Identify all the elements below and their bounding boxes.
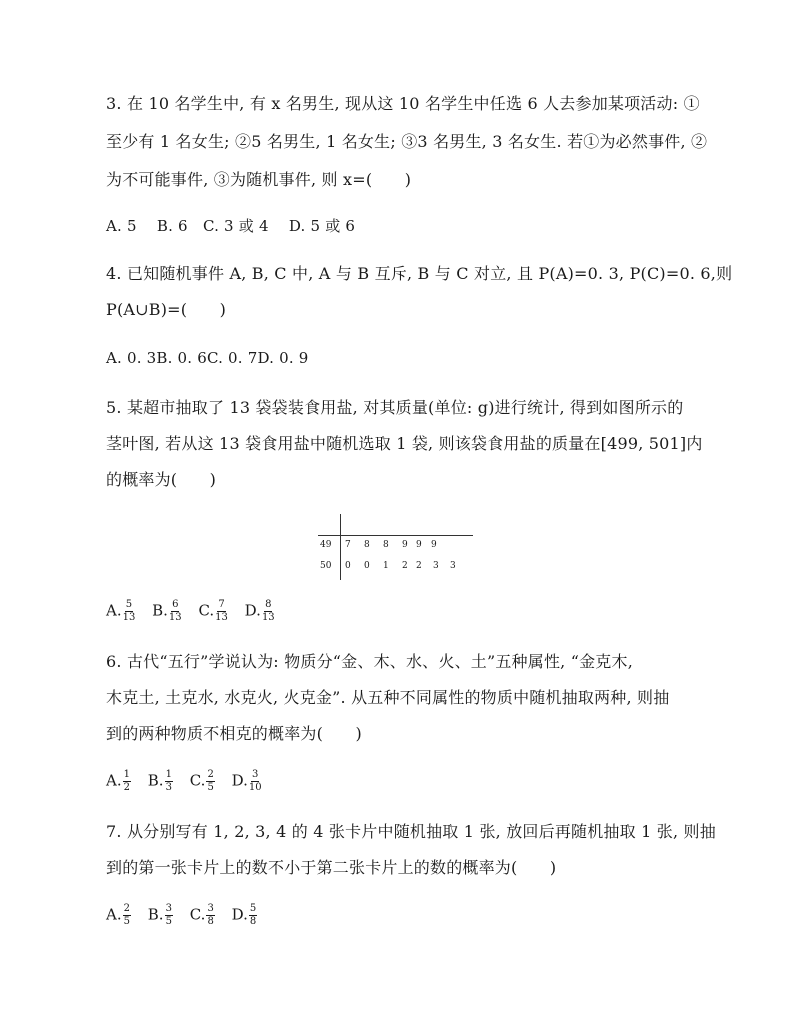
- denominator: 2: [123, 782, 130, 793]
- option-label: A.: [106, 601, 122, 620]
- q5-line-1: 5. 某超市抽取了 13 袋袋装食用盐, 对其质量(单位: g)进行统计, 得到如图所示的: [106, 398, 684, 417]
- denominator: 5: [123, 916, 130, 927]
- leaf: 3: [450, 561, 456, 571]
- q5-line-3: 的概率为( ): [106, 470, 217, 489]
- leaf: 0: [364, 561, 370, 571]
- numerator: 6: [172, 599, 179, 610]
- option-label: B.: [147, 905, 164, 924]
- fraction: [165, 904, 173, 927]
- q6-line-2: 木克土, 土克水, 水克火, 火克金”. 从五种不同属性的物质中随机抽取两种, 则抽: [106, 688, 670, 707]
- fraction: [169, 600, 182, 623]
- option-c: [190, 770, 215, 793]
- numerator: 1: [123, 769, 130, 780]
- denominator: 5: [207, 782, 214, 793]
- denominator: 10: [248, 782, 262, 793]
- fraction: [249, 770, 262, 793]
- fraction: [262, 600, 275, 623]
- stem-label: 49: [320, 540, 332, 550]
- leaf: 8: [383, 540, 389, 550]
- option-a: [106, 904, 131, 927]
- fraction: [249, 904, 257, 927]
- numerator: 3: [165, 903, 172, 914]
- numerator: 1: [165, 769, 172, 780]
- q3-line-3: 为不可能事件, ③为随机事件, 则 x=( ): [106, 170, 412, 189]
- fraction: [206, 904, 214, 927]
- stem-label: 50: [320, 561, 332, 571]
- option-label: C.: [198, 601, 215, 620]
- fraction: [123, 600, 136, 623]
- option-label: C.: [189, 771, 206, 790]
- option-a: [106, 770, 131, 793]
- denominator: 3: [165, 782, 172, 793]
- q3-line-1: 3. 在 10 名学生中, 有 x 名男生, 现从这 10 名学生中任选 6 人去参加某项活动: ①: [106, 94, 700, 113]
- denominator: 13: [122, 612, 136, 623]
- leaf: 2: [402, 561, 408, 571]
- option-label: A.: [106, 771, 122, 790]
- q5-options: [106, 600, 287, 623]
- leaf: 9: [416, 540, 422, 550]
- q4-line-2: P(A∪B)=( ): [106, 300, 227, 319]
- option-c: [198, 600, 227, 623]
- q4-line-1: 4. 已知随机事件 A, B, C 中, A 与 B 互斥, B 与 C 对立, 且 P(A)=0. 3, P(C)=0. 6,则: [106, 264, 733, 283]
- leaf: 9: [402, 540, 408, 550]
- q6-options: [106, 770, 274, 793]
- option-label: B.: [152, 601, 168, 620]
- leaf: 7: [345, 540, 351, 550]
- leaf: 3: [433, 561, 439, 571]
- denominator: 13: [215, 612, 228, 623]
- q7-options: [106, 904, 269, 927]
- leaf: 8: [364, 540, 370, 550]
- option-b: [148, 904, 173, 927]
- option-label: D.: [231, 771, 248, 790]
- leaf: 9: [431, 540, 437, 550]
- option-b: [152, 600, 182, 623]
- leaf: 1: [383, 561, 389, 571]
- fraction: [123, 904, 131, 927]
- q5-line-2: 茎叶图, 若从这 13 袋食用盐中随机选取 1 袋, 则该袋食用盐的质量在[499, 501]内: [106, 434, 703, 453]
- denominator: 8: [207, 916, 214, 927]
- option-d: [232, 904, 258, 927]
- leaf: 0: [345, 561, 351, 571]
- denominator: 8: [249, 916, 257, 927]
- option-label: A.: [106, 905, 122, 924]
- stem-leaf-plot: [318, 514, 478, 580]
- denominator: 13: [168, 612, 182, 623]
- q7-line-1: 7. 从分别写有 1, 2, 3, 4 的 4 张卡片中随机抽取 1 张, 放回后再随机抽取 1 张, 则抽: [106, 822, 716, 841]
- option-c: [190, 904, 215, 927]
- stem-leaf-divider-horizontal: [318, 535, 473, 536]
- denominator: 5: [165, 916, 172, 927]
- option-label: C.: [189, 905, 206, 924]
- option-d: [245, 600, 275, 623]
- numerator: 8: [265, 599, 272, 610]
- numerator: 2: [123, 903, 130, 914]
- leaf: 2: [416, 561, 422, 571]
- fraction: [165, 770, 173, 793]
- fraction: [215, 600, 228, 623]
- numerator: 7: [218, 599, 225, 610]
- q4-options: A. 0. 3B. 0. 6C. 0. 7D. 0. 9: [106, 349, 309, 367]
- option-label: B.: [147, 771, 164, 790]
- q3-options: A. 5 B. 6 C. 3 或 4 D. 5 或 6: [106, 217, 356, 235]
- q6-line-3: 到的两种物质不相克的概率为( ): [106, 724, 362, 743]
- option-a: [106, 600, 135, 623]
- fraction: [206, 770, 214, 793]
- q3-line-2: 至少有 1 名女生; ②5 名男生, 1 名女生; ③3 名男生, 3 名女生. 若①为必然事件, ②: [106, 132, 708, 151]
- numerator: 5: [249, 903, 257, 914]
- q7-line-2: 到的第一张卡片上的数不小于第二张卡片上的数的概率为( ): [106, 858, 557, 877]
- numerator: 3: [252, 769, 259, 780]
- option-b: [148, 770, 173, 793]
- fraction: [123, 770, 131, 793]
- option-label: D.: [244, 601, 261, 620]
- numerator: 3: [207, 903, 214, 914]
- q6-line-1: 6. 古代“五行”学说认为: 物质分“金、木、水、火、土”五种属性, “金克木,: [106, 652, 633, 671]
- numerator: 2: [207, 769, 214, 780]
- option-label: D.: [231, 905, 248, 924]
- stem-leaf-divider-vertical: [340, 514, 341, 580]
- denominator: 13: [261, 612, 275, 623]
- option-d: [232, 770, 262, 793]
- numerator: 5: [125, 599, 133, 610]
